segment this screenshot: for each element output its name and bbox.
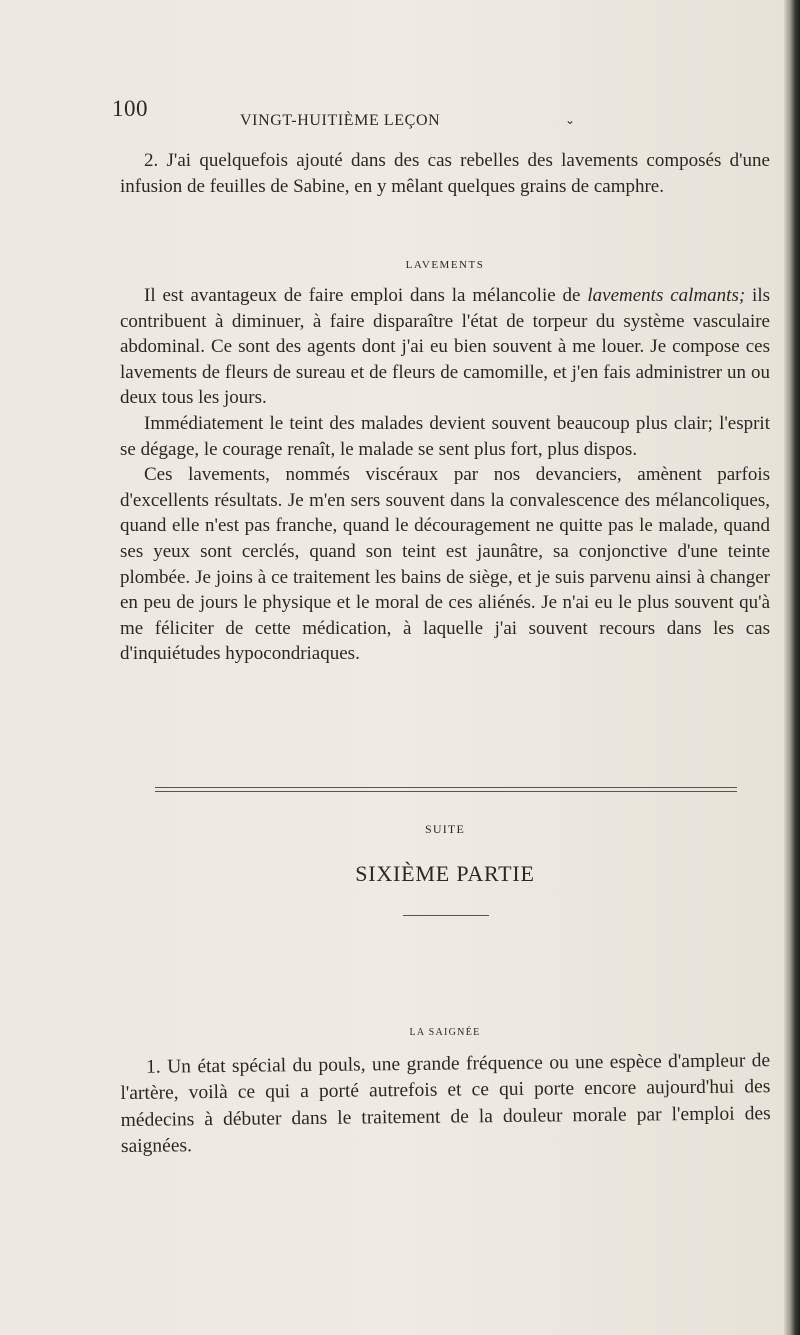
book-edge-shadow (784, 0, 800, 1335)
lavements-body (120, 283, 770, 667)
paragraph-lavements-calmants (120, 283, 770, 411)
section-divider-double-rule (155, 787, 737, 792)
saignee-body (120, 1048, 771, 1160)
part-title: SIXIÈME PARTIE (355, 861, 535, 886)
suite-label: SUITE (425, 822, 465, 836)
para1-text-end: ils contribuent à diminuer, à faire disparaître l'état de torpeur du système vasculaire abdominal. Ce sont des agents dont j'ai eu bien souvent à me louer. Je compose ces lavements de fleurs de sureau et de fleurs de camomille, et j'en fais administrer un ou deux tous les jours. (120, 285, 771, 409)
paragraph-visceraux: Ces lavements, nommés viscéraux par nos devanciers, amènent parfois d'excellents résultats. Je m'en sers souvent dans la convalescence des mélancoliques, quand elle n'est pas franche, quand le découragement ne quitte pas le malade, quand ses yeux sont cerclés, quand son teint est jaunâtre, sa conjonctive d'une teinte plombée. Je joins à ce traitement les bains de siège, et je suis parvenu ainsi à changer en peu de jours le physique et le moral de ces aliénés. Je n'ai eu le plus souvent qu'à me féliciter de cette médication, à laquelle j'ai souvent recours dans les cas d'inquiétudes hypocondriaques. (120, 464, 770, 665)
para1-text-start: Il est avantageux de faire emploi dans la mélancolie de (144, 285, 588, 306)
saignee-caption: LA SAIGNÉE (409, 1027, 481, 1038)
page-number: 100 (112, 96, 148, 121)
short-rule (403, 915, 489, 916)
running-head: VINGT-HUITIÈME LEÇON (240, 112, 441, 129)
section-paragraph-2 (120, 148, 770, 199)
paragraph-camphre: 2. J'ai quelquefois ajouté dans des cas rebelles des lavements composés d'une infusion de feuilles de Sabine, en y mêlant quelques grains de camphre. (120, 150, 770, 197)
paragraph-immediatement: Immédiatement le teint des malades devient souvent beaucoup plus clair; l'esprit se dégage, le courage renaît, le malade se sent plus fort, plus dispos. (120, 412, 770, 460)
paragraph-pouls: 1. Un état spécial du pouls, une grande fréquence ou une espèce d'ampleur de l'artère, voilà ce qui a porté autrefois et ce qui porte encore aujourd'hui des médecins à débuter dans le traitement de la douleur morale par l'emploi des saignées. (120, 1050, 771, 1158)
lavements-caption: LAVEMENTS (405, 259, 485, 271)
para1-italic-term: lavements calmants; (587, 285, 746, 306)
running-head-mark: ⌄ (565, 113, 576, 127)
